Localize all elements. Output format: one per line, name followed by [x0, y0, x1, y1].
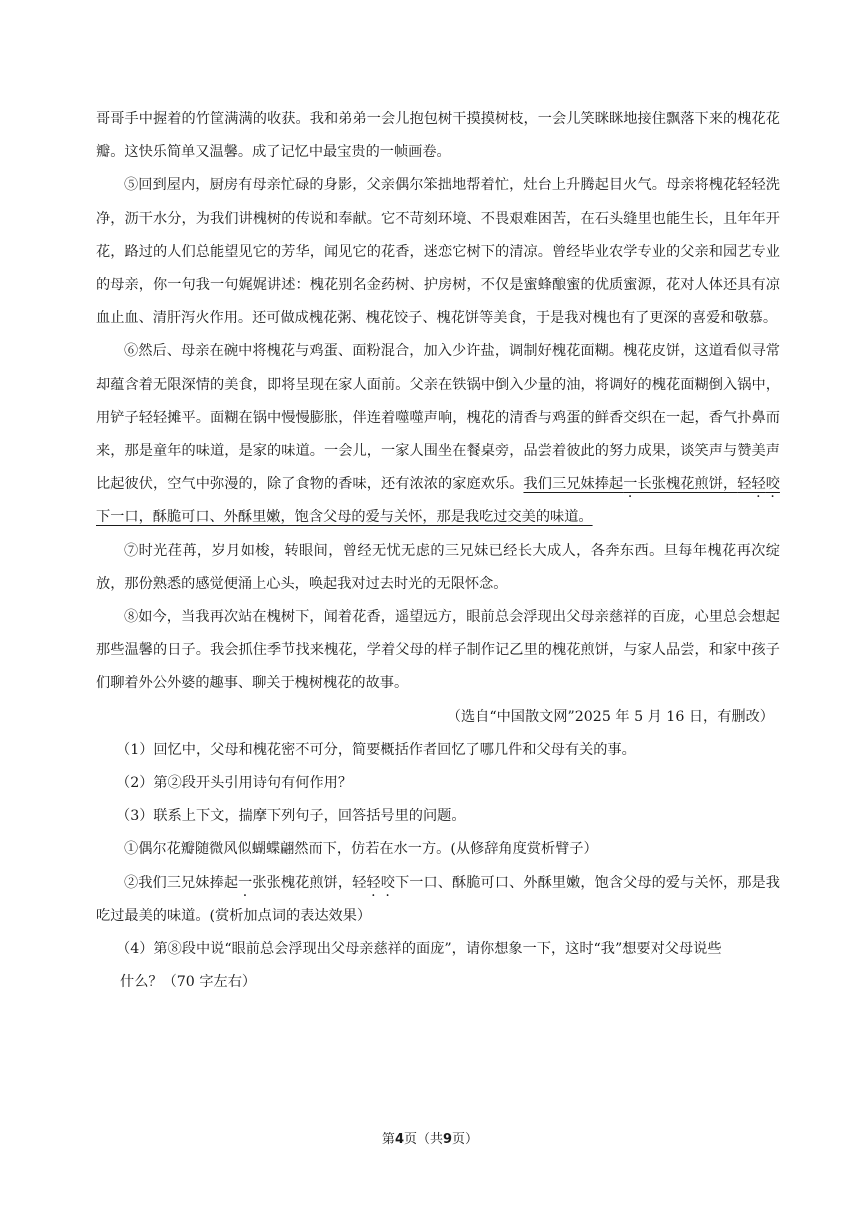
question-1: （1）回忆中，父母和槐花密不可分，简要概括作者回忆了哪几件和父母有关的事。 [116, 741, 636, 758]
source-citation: （选自“中国散文网”2025 年 5 月 16 日，有删改） [446, 708, 774, 725]
current-page-number: 4 [394, 1132, 404, 1147]
document-body [96, 103, 780, 999]
underlined-part-b: 一长张槐花煎饼， [623, 476, 738, 493]
q3-2-part-b: 一张张槐花煎饼， [238, 874, 353, 891]
footer-middle: 页（共 [403, 1132, 443, 1147]
page-footer [0, 1128, 860, 1147]
question-3-item-2 [96, 867, 780, 933]
paragraph-6 [96, 335, 780, 534]
dotted-char: 起 [223, 874, 239, 891]
dotted-char: 轻 [751, 476, 766, 493]
footer-suffix: 页） [452, 1132, 479, 1147]
footer-prefix: 第 [381, 1132, 395, 1147]
paragraph-8: ⑧如今，当我再次站在槐树下，闻着花香，遥望远方，眼前总会浮现出父母亲慈祥的百庞，心里总会想起那些温馨的日子。我会抓住季节找来槐花，学着父母的样子制作记乙里的槐花煎饼，与家人品尝，和家中孩子们聊着外公外婆的趣事、聊关于槐树槐花的故事。 [96, 609, 780, 692]
total-pages-number: 9 [443, 1132, 453, 1147]
dotted-char: 轻 [352, 874, 367, 891]
question-4-line-2: 什么？（70 字左右） [120, 974, 257, 991]
paragraph-4-tail: 哥哥手中握着的竹筐满满的收获。我和弟弟一会儿抱包树干摸摸树枝，一会儿笑眯眯地接住飘落下来的槐花花瓣。这快乐简单又温馨。成了记忆中最宝贵的一帧画卷。 [96, 111, 780, 161]
q3-2-part-c: 咬下一口、酥脆可口、外酥里嫩，饱含父母的爱与关怀，那是我吃过最美的味道。(赏析加点词的表达效果） [96, 874, 780, 924]
question-4 [96, 933, 780, 999]
dotted-char: 起 [608, 476, 624, 493]
underlined-part-c: 咬下一口，酥脆可口、外酥里嫩，饱含父母的爱与关怀，那是我吃过交美的味道。 [96, 476, 780, 526]
dotted-char: 轻 [366, 874, 381, 891]
q3-2-part-a: ②我们三兄妹捧 [124, 874, 224, 891]
question-3-item-1: ①偶尔花瓣随微风似蝴蝶翩然而下，仿若在水一方。(从修辞角度赏析臂子） [124, 841, 598, 858]
paragraph-7: ⑦时光荏苒，岁月如梭，转眼间，曾经无忧无虑的三兄妹已经长大成人，各奔东西。旦每年槐花再次绽放，那份熟悉的感觉便涌上心头，唤起我对过去时光的无限怀念。 [96, 542, 780, 592]
underlined-part-a: 我们三兄妹捧 [523, 476, 609, 493]
paragraph-5: ⑤回到屋内，厨房有母亲忙碌的身影，父亲偶尔笨拙地帮着忙，灶台上升腾起目火气。母亲将槐花轻轻洗净，沥干水分，为我们讲槐树的传说和奉献。它不苛刻环境、不畏艰难困苦，在石头缝里也能生长，且年年开花，路过的人们总能望见它的芳华，闻见它的花香，迷恋它树下的清凉。曾经毕业农学专业的父亲和园艺专业的母亲，你一句我一句娓娓讲述：槐花别名金药树、护房树，不仅是蜜蜂酿蜜的优质蜜源，花对人体还具有凉血止血、清肝泻火作用。还可做成槐花粥、槐花饺子、槐花饼等美食，于是我对槐也有了更深的喜爱和敬慕。 [96, 177, 780, 327]
question-4-line-1: （4）第⑧段中说“眼前总会浮现出父母亲慈祥的面庞”，请你想象一下，这时“我”想要对父母说些 [116, 941, 722, 958]
question-2: （2）第②段开头引用诗句有何作用？ [116, 775, 353, 792]
dotted-char: 轻 [737, 476, 752, 493]
question-3: （3）联系上下文，揣摩下列句子，回答括号里的问题。 [116, 808, 466, 825]
paragraph-6-text: ⑥然后、母亲在碗中将槐花与鸡蛋、面粉混合，加入少许盐，调制好槐花面糊。槐花皮饼，这道看似寻常却蕴含着无限深情的美食，即将呈现在家人面前。父亲在铁锅中倒入少量的油，将调好的槐花面糊倒入锅中，用铲子轻轻摊平。面糊在锅中慢慢膨胀，伴连着噬噬声响，槐花的清香与鸡蛋的鲜香交织在一起，香气扑鼻而来，那是童年的味道，是家的味道。一会儿，一家人围坐在餐桌旁，品尝着彼此的努力成果，谈笑声与赞美声比起彼伏，空气中弥漫的，除了食物的香味，还有浓浓的家庭欢乐。 [96, 343, 780, 493]
